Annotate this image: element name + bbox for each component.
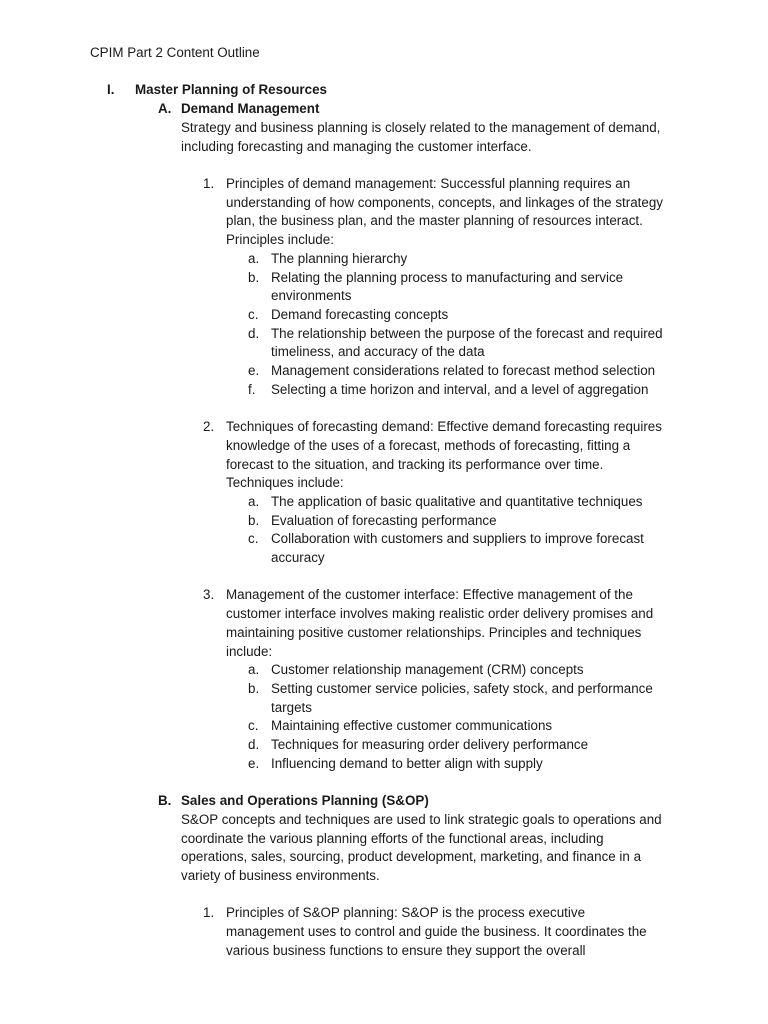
sub_b-intro-line: operations, sales, sourcing, product development, marketing, and finance in a bbox=[181, 849, 642, 864]
lettered-item-text: Collaboration with customers and suppliers to improve forecast bbox=[271, 531, 644, 546]
sub_b-intro-line: coordinate the various planning efforts of the functional areas, including bbox=[181, 831, 604, 846]
doc-title: CPIM Part 2 Content Outline bbox=[90, 45, 260, 60]
lettered-item-text: timeliness, and accuracy of the data bbox=[271, 344, 485, 359]
lettered-item-marker: a. bbox=[248, 662, 260, 677]
numbered-item-text: knowledge of the uses of a forecast, methods of forecasting, fitting a bbox=[226, 438, 631, 453]
lettered-item-text: environments bbox=[271, 288, 352, 303]
numbered-item-text: forecast to the situation, and tracking its performance over time. bbox=[226, 457, 604, 472]
numbered-item-text: Principles include: bbox=[226, 232, 334, 247]
numbered-item-text: Management of the customer interface: Effective management of the bbox=[226, 587, 633, 602]
subsection-a-title: Demand Management bbox=[181, 101, 320, 116]
lettered-item-marker: b. bbox=[248, 681, 260, 696]
lettered-item-marker: c. bbox=[248, 531, 259, 546]
lettered-item-text: Maintaining effective customer communications bbox=[271, 718, 553, 733]
numbered-item-text: Techniques include: bbox=[226, 475, 344, 490]
numbered-item-text: customer interface involves making realistic order delivery promises and bbox=[226, 606, 654, 621]
section-marker: I. bbox=[107, 82, 115, 97]
lettered-item-marker: e. bbox=[248, 756, 260, 771]
sub_b-intro-line: S&OP concepts and techniques are used to link strategic goals to operations and bbox=[181, 812, 662, 827]
lettered-item-text: Influencing demand to better align with supply bbox=[271, 756, 543, 771]
numbered-item-text: Principles of demand management: Successful planning requires an bbox=[226, 176, 631, 191]
numbered-item-text: include: bbox=[226, 644, 273, 659]
numbered-item-text: various business functions to ensure they support the overall bbox=[226, 943, 586, 958]
numbered-item-marker: 1. bbox=[203, 905, 215, 920]
lettered-item-marker: a. bbox=[248, 494, 260, 509]
numbered-item-marker: 3. bbox=[203, 587, 215, 602]
lettered-item-text: Demand forecasting concepts bbox=[271, 307, 449, 322]
lettered-item-marker: a. bbox=[248, 251, 260, 266]
lettered-item-text: The planning hierarchy bbox=[271, 251, 408, 266]
subsection-a-marker: A. bbox=[158, 101, 172, 116]
lettered-item-marker: d. bbox=[248, 737, 260, 752]
lettered-item-text: The application of basic qualitative and quantitative techniques bbox=[271, 494, 643, 509]
numbered-item-text: understanding of how components, concepts, and linkages of the strategy bbox=[226, 195, 663, 210]
section-title: Master Planning of Resources bbox=[135, 82, 327, 97]
subsection-b-marker: B. bbox=[158, 793, 172, 808]
lettered-item-text: Selecting a time horizon and interval, and a level of aggregation bbox=[271, 382, 649, 397]
lettered-item-text: Techniques for measuring order delivery performance bbox=[271, 737, 589, 752]
numbered-item-marker: 2. bbox=[203, 419, 215, 434]
numbered-item-text: Principles of S&OP planning: S&OP is the process executive bbox=[226, 905, 586, 920]
lettered-item-marker: c. bbox=[248, 718, 259, 733]
numbered-item-text: management uses to control and guide the business. It coordinates the bbox=[226, 924, 647, 939]
sub_a-intro-line: including forecasting and managing the customer interface. bbox=[181, 139, 532, 154]
subsection-b-title: Sales and Operations Planning (S&OP) bbox=[181, 793, 429, 808]
lettered-item-text: The relationship between the purpose of the forecast and required bbox=[271, 326, 663, 341]
numbered-item-text: plan, the business plan, and the master planning of resources interact. bbox=[226, 213, 643, 228]
lettered-item-text: Evaluation of forecasting performance bbox=[271, 513, 497, 528]
numbered-item-marker: 1. bbox=[203, 176, 215, 191]
sub_a-intro-line: Strategy and business planning is closely related to the management of demand, bbox=[181, 120, 661, 135]
lettered-item-text: Relating the planning process to manufacturing and service bbox=[271, 270, 624, 285]
lettered-item-marker: b. bbox=[248, 513, 260, 528]
numbered-item-text: maintaining positive customer relationships. Principles and techniques bbox=[226, 625, 642, 640]
lettered-item-marker: d. bbox=[248, 326, 260, 341]
lettered-item-text: Customer relationship management (CRM) concepts bbox=[271, 662, 584, 677]
lettered-item-marker: b. bbox=[248, 270, 260, 285]
lettered-item-marker: f. bbox=[248, 382, 256, 397]
lettered-item-text: Setting customer service policies, safety stock, and performance bbox=[271, 681, 653, 696]
sub_b-intro-line: variety of business environments. bbox=[181, 868, 380, 883]
lettered-item-marker: e. bbox=[248, 363, 260, 378]
lettered-item-marker: c. bbox=[248, 307, 259, 322]
lettered-item-text: accuracy bbox=[271, 550, 325, 565]
lettered-item-text: targets bbox=[271, 700, 312, 715]
numbered-item-text: Techniques of forecasting demand: Effective demand forecasting requires bbox=[226, 419, 662, 434]
lettered-item-text: Management considerations related to forecast method selection bbox=[271, 363, 656, 378]
